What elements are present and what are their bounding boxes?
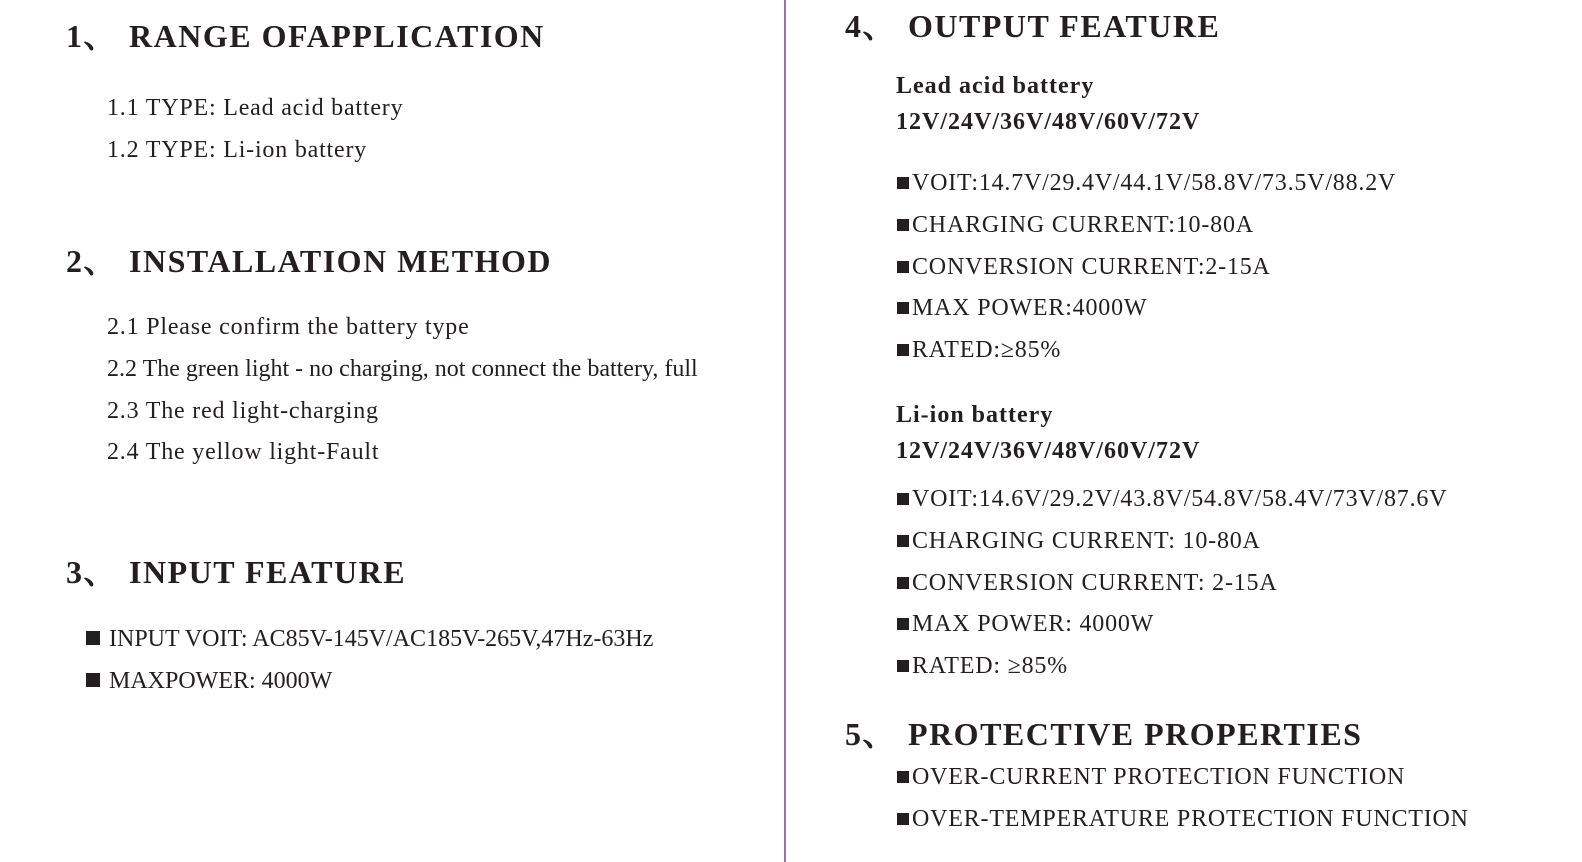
black-square-icon xyxy=(897,535,909,547)
list-item: 2.2 The green light - no charging, not connect the battery, full xyxy=(107,356,698,382)
section-number: 1 xyxy=(66,18,84,54)
list-item xyxy=(897,335,1061,365)
black-square-icon xyxy=(897,660,909,672)
black-square-icon xyxy=(897,177,909,189)
section-number: 5 xyxy=(845,716,863,752)
black-square-icon xyxy=(897,302,909,314)
list-item-text: INPUT VOIT: AC85V-145V/AC185V-265V,47Hz-63Hz xyxy=(109,626,654,652)
section-number: 2 xyxy=(66,243,84,279)
black-square-icon xyxy=(897,618,909,630)
black-square-icon xyxy=(897,771,909,783)
black-square-icon xyxy=(897,577,909,589)
list-item: 1.2 TYPE: Li-ion battery xyxy=(107,137,368,163)
list-item xyxy=(897,568,1277,598)
list-item xyxy=(897,484,1447,514)
list-item-text: CHARGING CURRENT:10-80A xyxy=(912,212,1254,238)
list-item-text: CHARGING CURRENT: 10-80A xyxy=(912,528,1261,554)
list-item xyxy=(86,624,653,654)
list-item: 2.4 The yellow light-Fault xyxy=(107,439,380,465)
section-heading-input xyxy=(66,552,406,592)
section-heading-range xyxy=(66,16,545,56)
section-heading-output xyxy=(845,6,1220,46)
battery-type-label: Lead acid battery xyxy=(896,73,1095,99)
list-item-text: CONVERSION CURRENT: 2-15A xyxy=(912,570,1278,596)
black-square-icon xyxy=(897,219,909,231)
list-item xyxy=(86,666,332,696)
section-heading-installation xyxy=(66,241,552,281)
list-item: 1.1 TYPE: Lead acid battery xyxy=(107,95,404,121)
list-item xyxy=(897,651,1068,681)
list-item-text: OVER-TEMPERATURE PROTECTION FUNCTION xyxy=(912,806,1469,832)
black-square-icon xyxy=(897,493,909,505)
battery-voltages: 12V/24V/36V/48V/60V/72V xyxy=(896,109,1201,135)
list-item: 2.1 Please confirm the battery type xyxy=(107,314,470,340)
list-item: 2.3 The red light-charging xyxy=(107,398,379,424)
list-item-text: CONVERSION CURRENT:2-15A xyxy=(912,254,1271,280)
section-title: INSTALLATION METHOD xyxy=(129,243,552,279)
section-title: RANGE OFAPPLICATION xyxy=(129,18,545,54)
section-separator: 、 xyxy=(862,8,897,44)
section-heading-protective xyxy=(845,714,1362,754)
section-separator: 、 xyxy=(83,554,118,590)
list-item-text: VOIT:14.6V/29.2V/43.8V/54.8V/58.4V/73V/87.6V xyxy=(912,486,1448,512)
section-number: 3 xyxy=(66,554,84,590)
section-title: PROTECTIVE PROPERTIES xyxy=(908,716,1363,752)
black-square-icon xyxy=(897,813,909,825)
section-separator: 、 xyxy=(83,18,118,54)
black-square-icon xyxy=(897,344,909,356)
list-item xyxy=(897,526,1261,556)
list-item-text: MAX POWER:4000W xyxy=(912,295,1148,321)
list-item-text: RATED:≥85% xyxy=(912,337,1062,363)
black-square-icon xyxy=(86,631,100,645)
list-item xyxy=(897,168,1396,198)
section-separator: 、 xyxy=(83,243,118,279)
battery-type-label: Li-ion battery xyxy=(896,402,1054,428)
section-separator: 、 xyxy=(862,716,897,752)
list-item xyxy=(897,252,1271,282)
list-item-text: OVER-CURRENT PROTECTION FUNCTION xyxy=(912,764,1406,790)
list-item xyxy=(897,210,1254,240)
black-square-icon xyxy=(86,673,100,687)
list-item-text: MAX POWER: 4000W xyxy=(912,611,1155,637)
black-square-icon xyxy=(897,261,909,273)
list-item-text: VOIT:14.7V/29.4V/44.1V/58.8V/73.5V/88.2V xyxy=(912,170,1397,196)
battery-voltages: 12V/24V/36V/48V/60V/72V xyxy=(896,438,1201,464)
column-divider xyxy=(784,0,786,862)
list-item-text: MAXPOWER: 4000W xyxy=(109,668,333,694)
section-title: OUTPUT FEATURE xyxy=(908,8,1221,44)
section-title: INPUT FEATURE xyxy=(129,554,407,590)
list-item xyxy=(897,804,1469,834)
section-number: 4 xyxy=(845,8,863,44)
list-item xyxy=(897,293,1147,323)
list-item xyxy=(897,762,1405,792)
list-item-text: RATED: ≥85% xyxy=(912,653,1068,679)
list-item xyxy=(897,609,1154,639)
